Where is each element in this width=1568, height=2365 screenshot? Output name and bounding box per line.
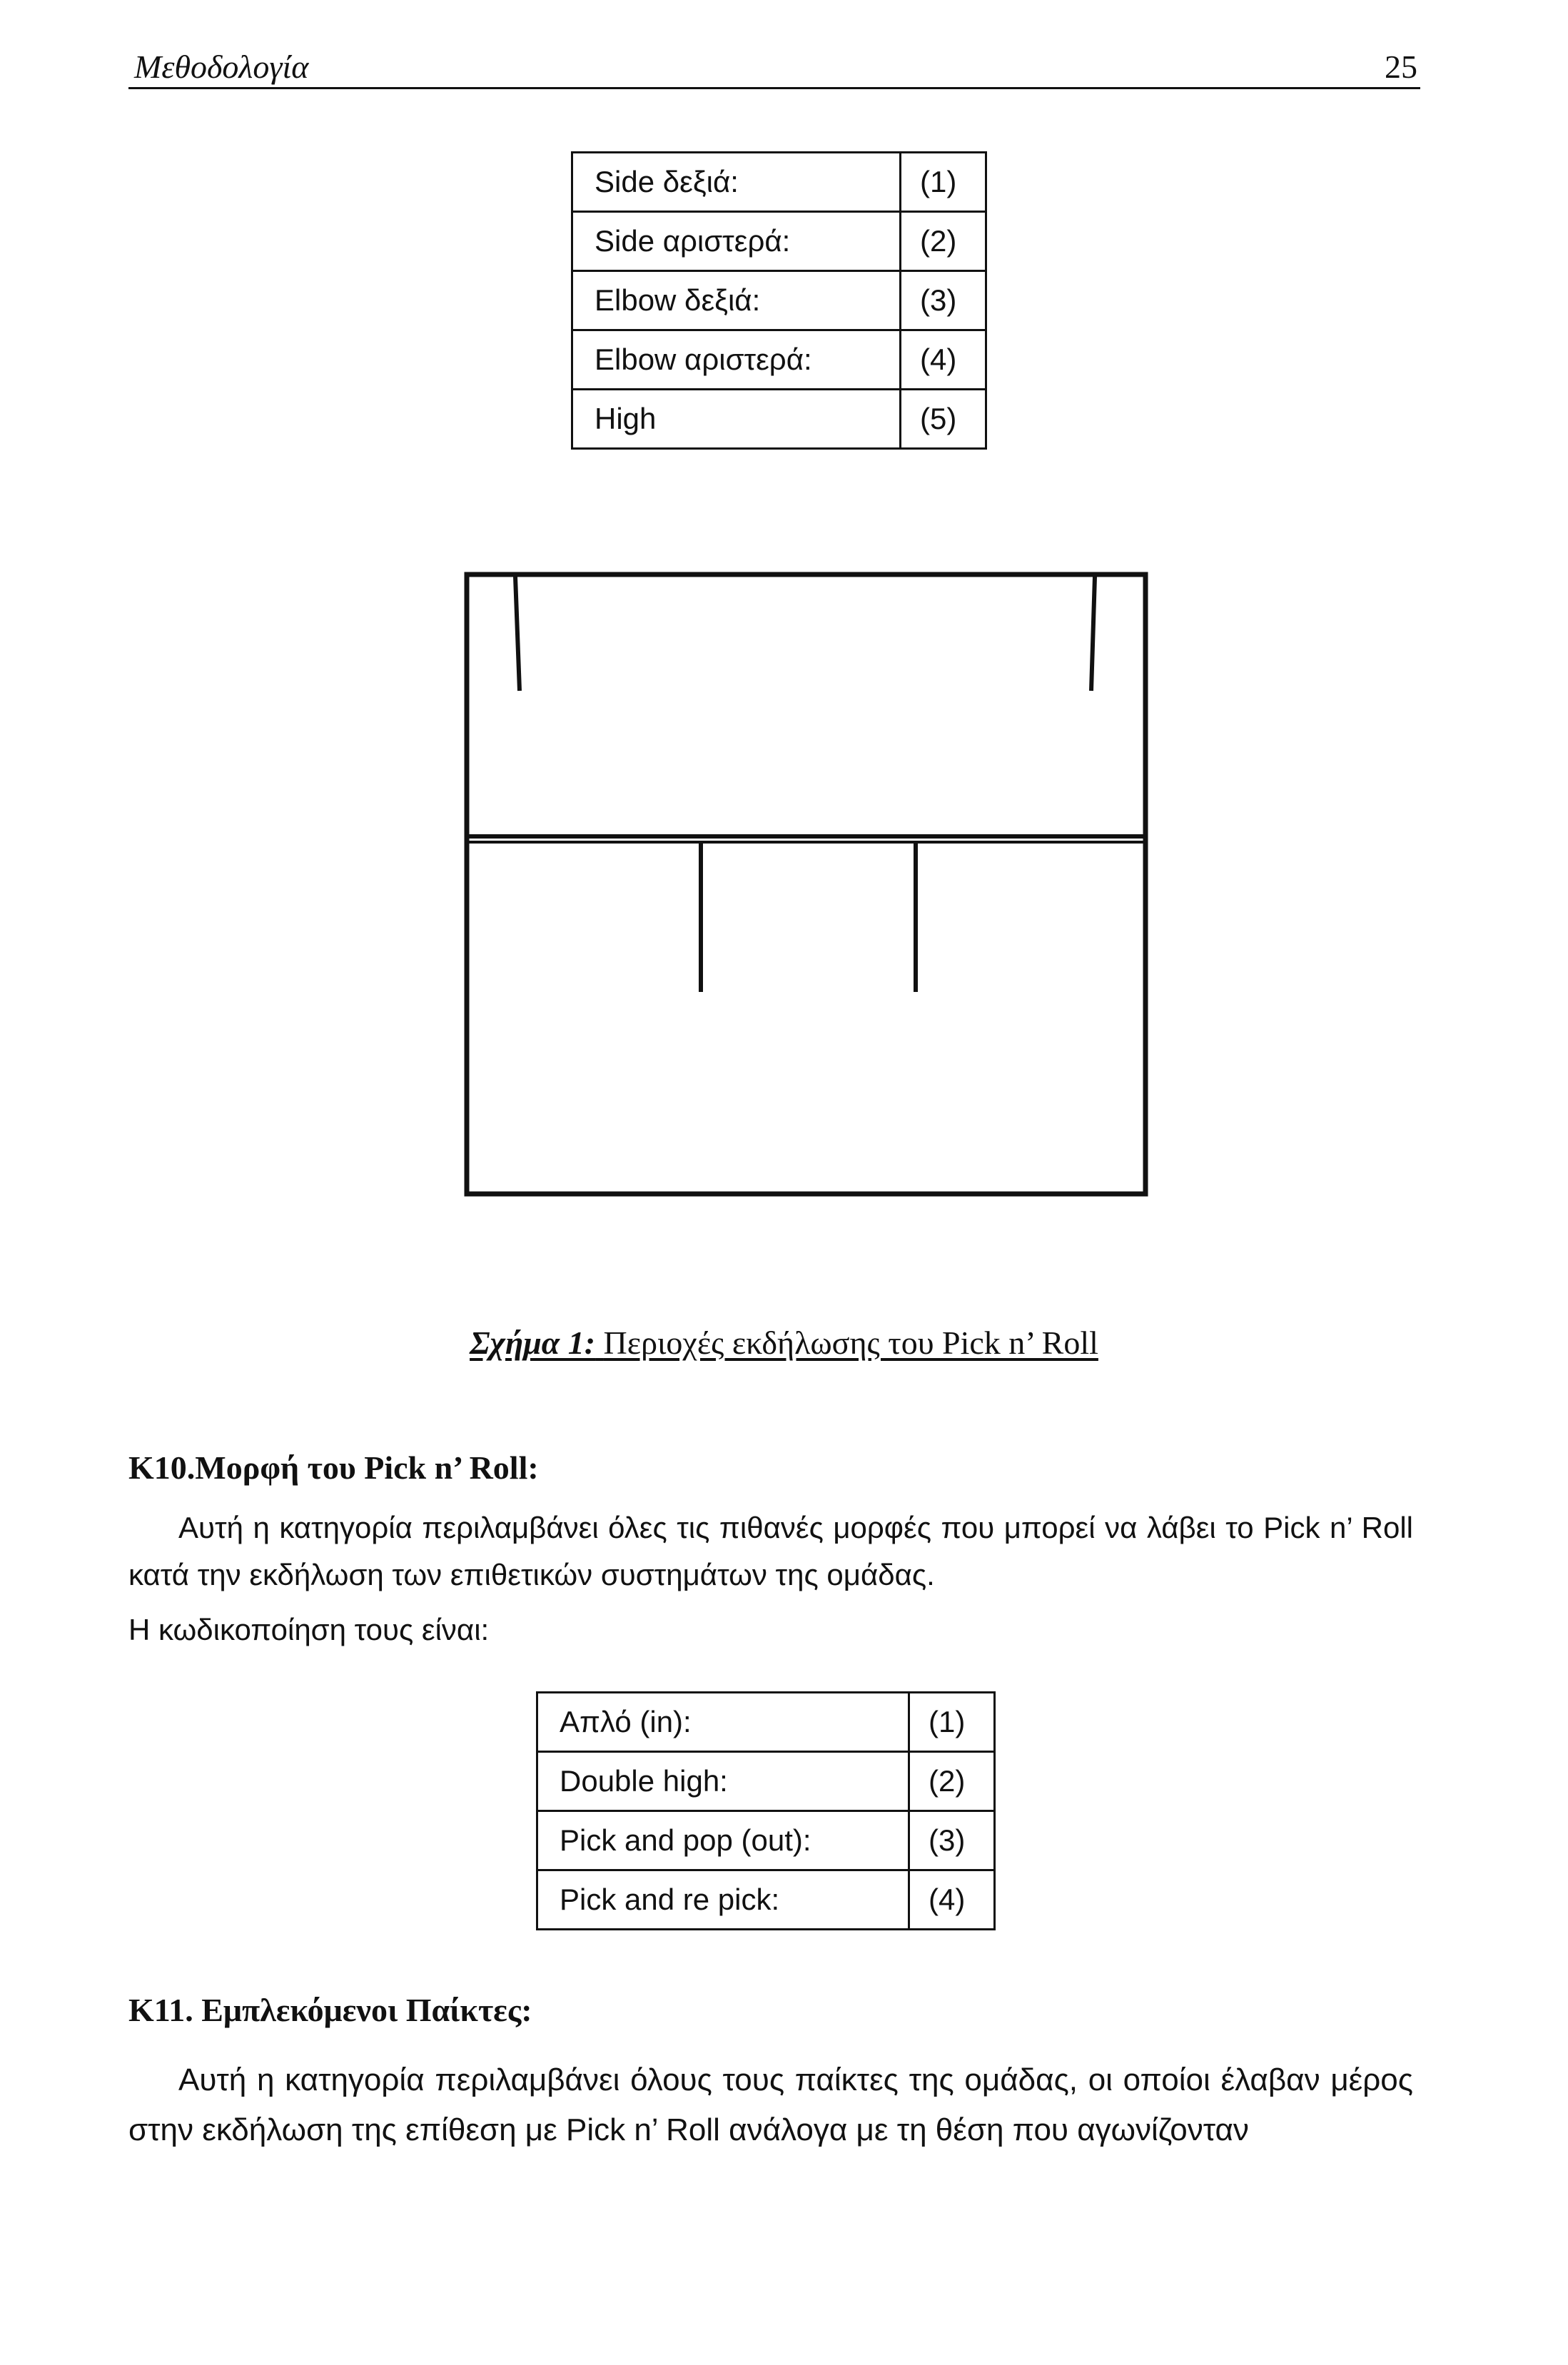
form-label: Pick and pop (out):: [537, 1811, 909, 1870]
form-label: Pick and re pick:: [537, 1870, 909, 1930]
coding-intro: Η κωδικοποίηση τους είναι:: [128, 1613, 490, 1646]
caption-prefix: Σχήμα 1:: [470, 1325, 596, 1361]
table-row: [537, 1811, 995, 1870]
table-row: [572, 390, 986, 449]
table-row: [572, 153, 986, 212]
zone-label: Side δεξιά:: [572, 153, 901, 212]
zone-label: High: [572, 390, 901, 449]
table-row: [537, 1870, 995, 1930]
form-label: Double high:: [537, 1752, 909, 1811]
section-paragraph-k11: Αυτή η κατηγορία περιλαμβάνει όλους τους παίκτες της ομάδας, οι οποίοι έλαβαν μέρος στην εκδήλωση της επίθεση με Pick n’ Roll ανάλογα με τη θέση που αγωνίζονταν: [128, 2062, 1413, 2147]
table-row: [572, 330, 986, 390]
page-number: 25: [1385, 49, 1417, 85]
zone-label: Elbow δεξιά:: [572, 271, 901, 330]
zone-code: (1): [901, 153, 986, 212]
form-code: (3): [909, 1811, 995, 1870]
zones-code-table: [571, 151, 987, 450]
figure-caption: [0, 1324, 1568, 1362]
zone-code: (5): [901, 390, 986, 449]
section-heading-k10: Κ10.Μορφή του Pick n’ Roll:: [128, 1449, 539, 1486]
running-title: Μεθοδολογία: [134, 49, 309, 85]
zone-label: Elbow αριστερά:: [572, 330, 901, 390]
caption-text: Περιοχές εκδήλωσης του Pick n’ Roll: [603, 1325, 1098, 1361]
table-row: [572, 212, 986, 271]
table-row: [537, 1752, 995, 1811]
section-paragraph-k10: Αυτή η κατηγορία περιλαμβάνει όλες τις πιθανές μορφές που μπορεί να λάβει το Pick n’ Roll κατά την εκδήλωση των επιθετικών συστημάτων της ομάδας.: [128, 1511, 1413, 1591]
zone-code: (4): [901, 330, 986, 390]
section-heading-k11: Κ11. Εμπλεκόμενοι Παίκτες:: [128, 1992, 532, 2028]
form-code: (1): [909, 1693, 995, 1752]
zone-label: Side αριστερά:: [572, 212, 901, 271]
form-code: (4): [909, 1870, 995, 1930]
court-outline: [467, 574, 1145, 1194]
sideline-mark-right: [1091, 577, 1095, 691]
zone-code: (2): [901, 212, 986, 271]
sideline-mark-left: [515, 577, 520, 691]
table-row: [537, 1693, 995, 1752]
form-code: (2): [909, 1752, 995, 1811]
forms-code-table: [536, 1691, 996, 1930]
table-row: [572, 271, 986, 330]
page-header: [128, 44, 1420, 89]
zone-code: (3): [901, 271, 986, 330]
form-label: Απλό (in):: [537, 1693, 909, 1752]
